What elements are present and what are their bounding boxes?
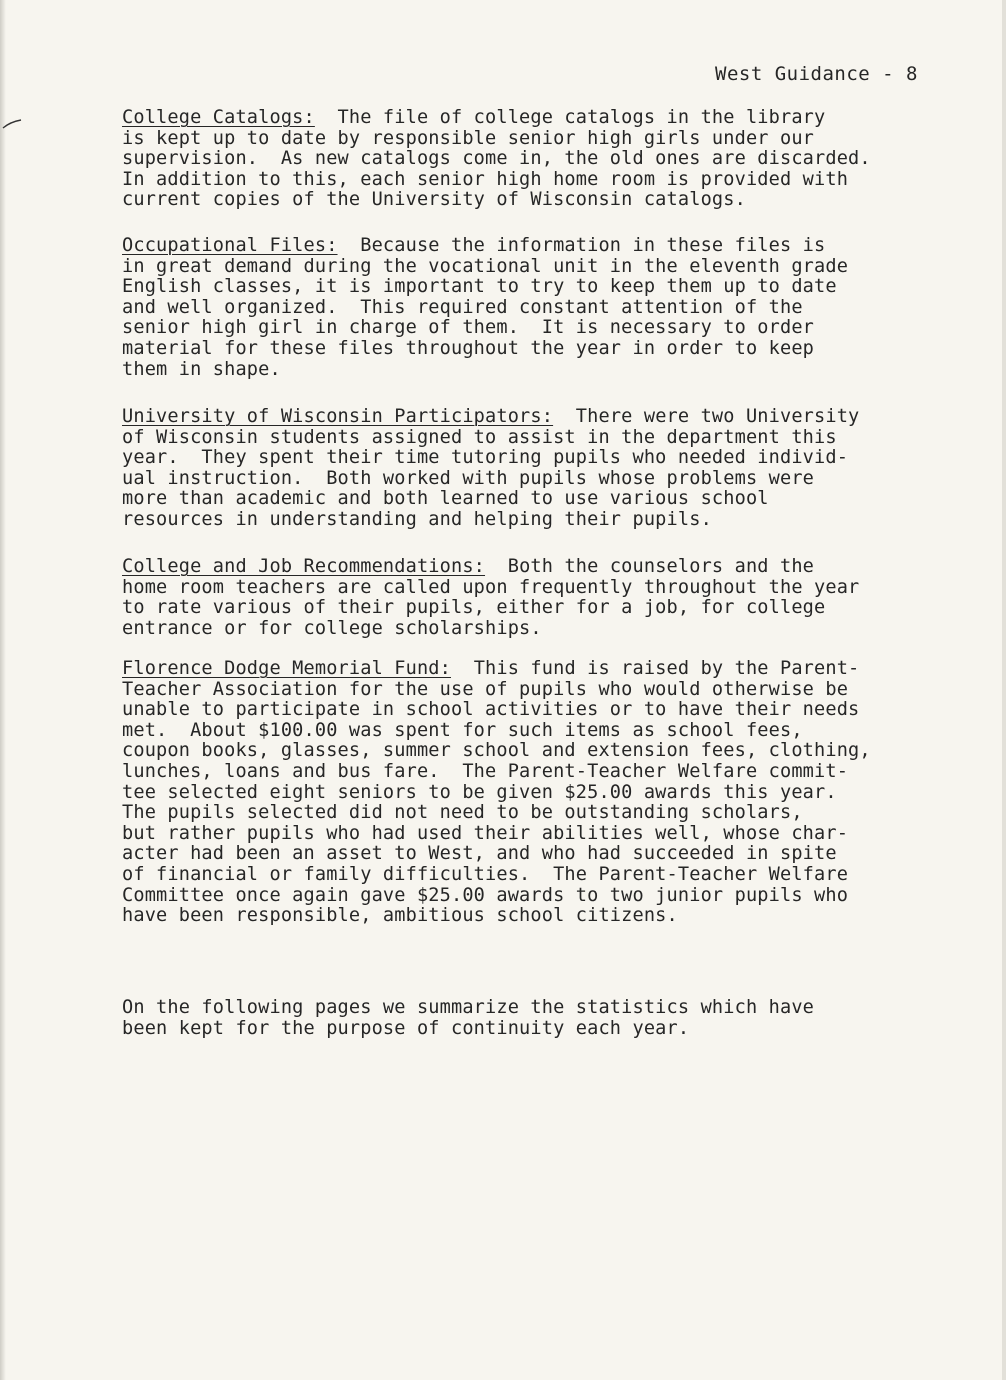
paragraph-closing — [122, 998, 962, 1039]
paragraph-line: senior high girl in charge of them. It is necessary to order — [122, 317, 815, 339]
page-edge-shadow — [0, 0, 6, 1380]
paragraph-line: supervision. As new catalogs come in, the old ones are discarded. — [122, 148, 871, 170]
paragraph-line: College and Job Recommendations: Both the counselors and the — [122, 556, 815, 577]
paragraph-line: home room teachers are called upon frequently throughout the year — [122, 576, 860, 598]
paragraph-line: material for these files throughout the year in order to keep — [122, 337, 815, 359]
paragraph-line: English classes, it is important to try to keep them up to date — [122, 276, 837, 298]
paragraph-recommendations — [122, 557, 962, 639]
paragraph-line: University of Wisconsin Participators: There were two University — [122, 406, 860, 427]
paragraph-line: met. About $100.00 was spent for such items as school fees, — [122, 719, 803, 741]
paragraph-line: unable to participate in school activities or to have their needs — [122, 699, 860, 721]
paragraph-line: In addition to this, each senior high home room is provided with — [122, 168, 849, 190]
paragraph-occupational-files — [122, 236, 962, 380]
paragraph-line: lunches, loans and bus fare. The Parent-Teacher Welfare commit- — [122, 760, 849, 782]
section-heading: Occupational Files: — [122, 235, 338, 256]
paragraph-line: year. They spent their time tutoring pupils who needed individ- — [122, 447, 849, 469]
paragraph-line: and well organized. This required constant attention of the — [122, 296, 803, 318]
section-heading: Florence Dodge Memorial Fund: — [122, 658, 451, 679]
paragraph-line: Occupational Files: Because the information in these files is — [122, 235, 826, 256]
paragraph-line: more than academic and both learned to use various school — [122, 488, 769, 510]
paragraph-line: tee selected eight seniors to be given $25.00 awards this year. — [122, 781, 837, 803]
paragraph-line: of Wisconsin students assigned to assist in the department this — [122, 426, 837, 448]
paragraph-memorial-fund — [122, 659, 962, 927]
paragraph-line: them in shape. — [122, 358, 281, 380]
page-header: West Guidance - 8 — [715, 63, 918, 85]
paragraph-line: College Catalogs: The file of college catalogs in the library — [122, 107, 826, 128]
paragraph-line: is kept up to date by responsible senior high girls under our — [122, 127, 815, 149]
paragraph-uw-participators — [122, 407, 962, 531]
paragraph-line: Teacher Association for the use of pupils who would otherwise be — [122, 678, 849, 700]
section-heading: College Catalogs: — [122, 107, 315, 128]
page-edge-right — [1002, 0, 1006, 1380]
paragraph-line: Florence Dodge Memorial Fund: This fund is raised by the Parent- — [122, 658, 860, 679]
paragraph-line: On the following pages we summarize the statistics which have — [122, 997, 815, 1018]
paragraph-line: of financial or family difficulties. The Parent-Teacher Welfare — [122, 863, 849, 885]
paragraph-line: ual instruction. Both worked with pupils whose problems were — [122, 467, 815, 489]
paragraph-line: coupon books, glasses, summer school and extension fees, clothing, — [122, 740, 871, 762]
paragraph-line: in great demand during the vocational unit in the eleventh grade — [122, 255, 849, 277]
paragraph-line: have been responsible, ambitious school citizens. — [122, 905, 678, 927]
paragraph-line: acter had been an asset to West, and who had succeeded in spite — [122, 843, 837, 865]
paragraph-line: but rather pupils who had used their abilities well, whose char- — [122, 822, 849, 844]
margin-pen-mark — [2, 118, 22, 130]
paragraph-line: current copies of the University of Wisconsin catalogs. — [122, 189, 746, 211]
paragraph-college-catalogs — [122, 108, 962, 211]
section-heading: University of Wisconsin Participators: — [122, 406, 554, 427]
paragraph-line: Committee once again gave $25.00 awards to two junior pupils who — [122, 884, 849, 906]
paragraph-line: The pupils selected did not need to be outstanding scholars, — [122, 802, 803, 824]
paragraph-line: resources in understanding and helping their pupils. — [122, 508, 712, 530]
section-heading: College and Job Recommendations: — [122, 556, 486, 577]
paragraph-line: been kept for the purpose of continuity each year. — [122, 1017, 690, 1039]
paragraph-line: to rate various of their pupils, either for a job, for college — [122, 597, 826, 619]
paragraph-line: entrance or for college scholarships. — [122, 617, 542, 639]
